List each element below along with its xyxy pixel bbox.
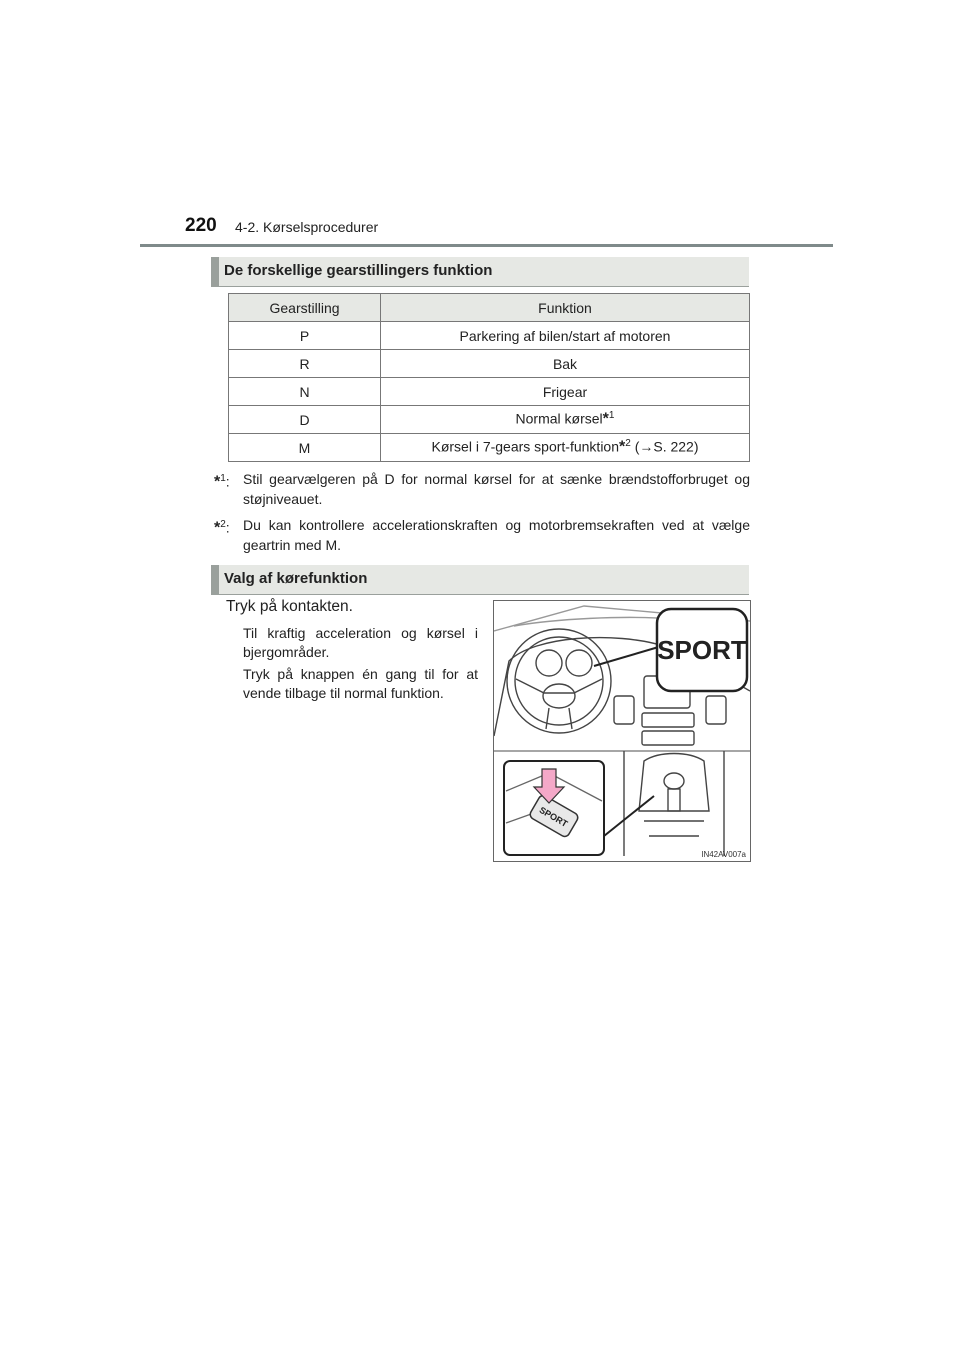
- gear-position: P: [229, 322, 381, 350]
- footnote-1: *$^1$: Stil gearvælgeren på D for normal kørsel for at sænke brændstofforbruget og støjniveauet.: [214, 471, 750, 507]
- footnote-ref: 1: [608, 410, 615, 422]
- section-title: Valg af kørefunktion: [224, 570, 368, 587]
- gear-position: M: [229, 434, 381, 462]
- gear-function: Frigear: [381, 378, 750, 406]
- footnote-ref: 2: [625, 438, 631, 450]
- footnote-2: *$^2$: Du kan kontrollere accelerationskraften og motorbremsekraften ved at vælge geartrin med M.: [214, 517, 750, 553]
- section-accent: [211, 565, 219, 594]
- table-row: [229, 322, 750, 350]
- gear-function: Kørsel i 7-gears sport-funktion*$^2$ (→S. 222): [381, 434, 750, 462]
- gear-position: R: [229, 350, 381, 378]
- chapter-title: 4-2. Kørselsprocedurer: [235, 219, 379, 235]
- figure-code: IN42AV007a: [701, 850, 746, 859]
- table-row: [229, 434, 750, 462]
- gear-function: Bak: [381, 350, 750, 378]
- footnote-text: Stil gearvælgeren på D for normal kørsel for at sænke brændstofforbruget og støjniveauet.: [243, 471, 750, 507]
- header-rule: [140, 244, 833, 247]
- gear-function: Parkering af bilen/start af motoren: [381, 322, 750, 350]
- sport-button-illustration: [493, 600, 751, 862]
- column-header-function: Funktion: [381, 294, 750, 322]
- section-accent: [211, 257, 219, 286]
- table-row: [229, 378, 750, 406]
- gear-position: D: [229, 406, 381, 434]
- footnote-text: Du kan kontrollere accelerationskraften og motorbremsekraften ved at vælge geartrin med M.: [243, 517, 750, 553]
- section-title: De forskellige gearstillingers funktion: [224, 262, 493, 279]
- table-row: [229, 406, 750, 434]
- table-header-row: [229, 294, 750, 322]
- paragraph: Til kraftig acceleration og kørsel i bjergområder.: [243, 625, 478, 660]
- instruction-text: Tryk på kontakten.: [226, 598, 353, 615]
- dashboard-illustration: [494, 601, 750, 861]
- table-row: [229, 350, 750, 378]
- gear-table: [228, 293, 750, 462]
- page-reference: (→S. 222): [630, 438, 699, 455]
- page-number: 220: [185, 215, 217, 236]
- gear-function: Normal kørsel*$^1$: [381, 406, 750, 434]
- column-header-position: Gearstilling: [229, 294, 381, 322]
- paragraph: Tryk på knappen én gang til for at vende tilbage til normal funktion.: [243, 666, 478, 701]
- gear-position: N: [229, 378, 381, 406]
- sport-callout-label: SPORT: [657, 635, 747, 665]
- sport-button-label: SPORT: [537, 804, 570, 829]
- section-heading-gear-functions: [211, 257, 749, 287]
- section-heading-drive-mode: [211, 565, 749, 595]
